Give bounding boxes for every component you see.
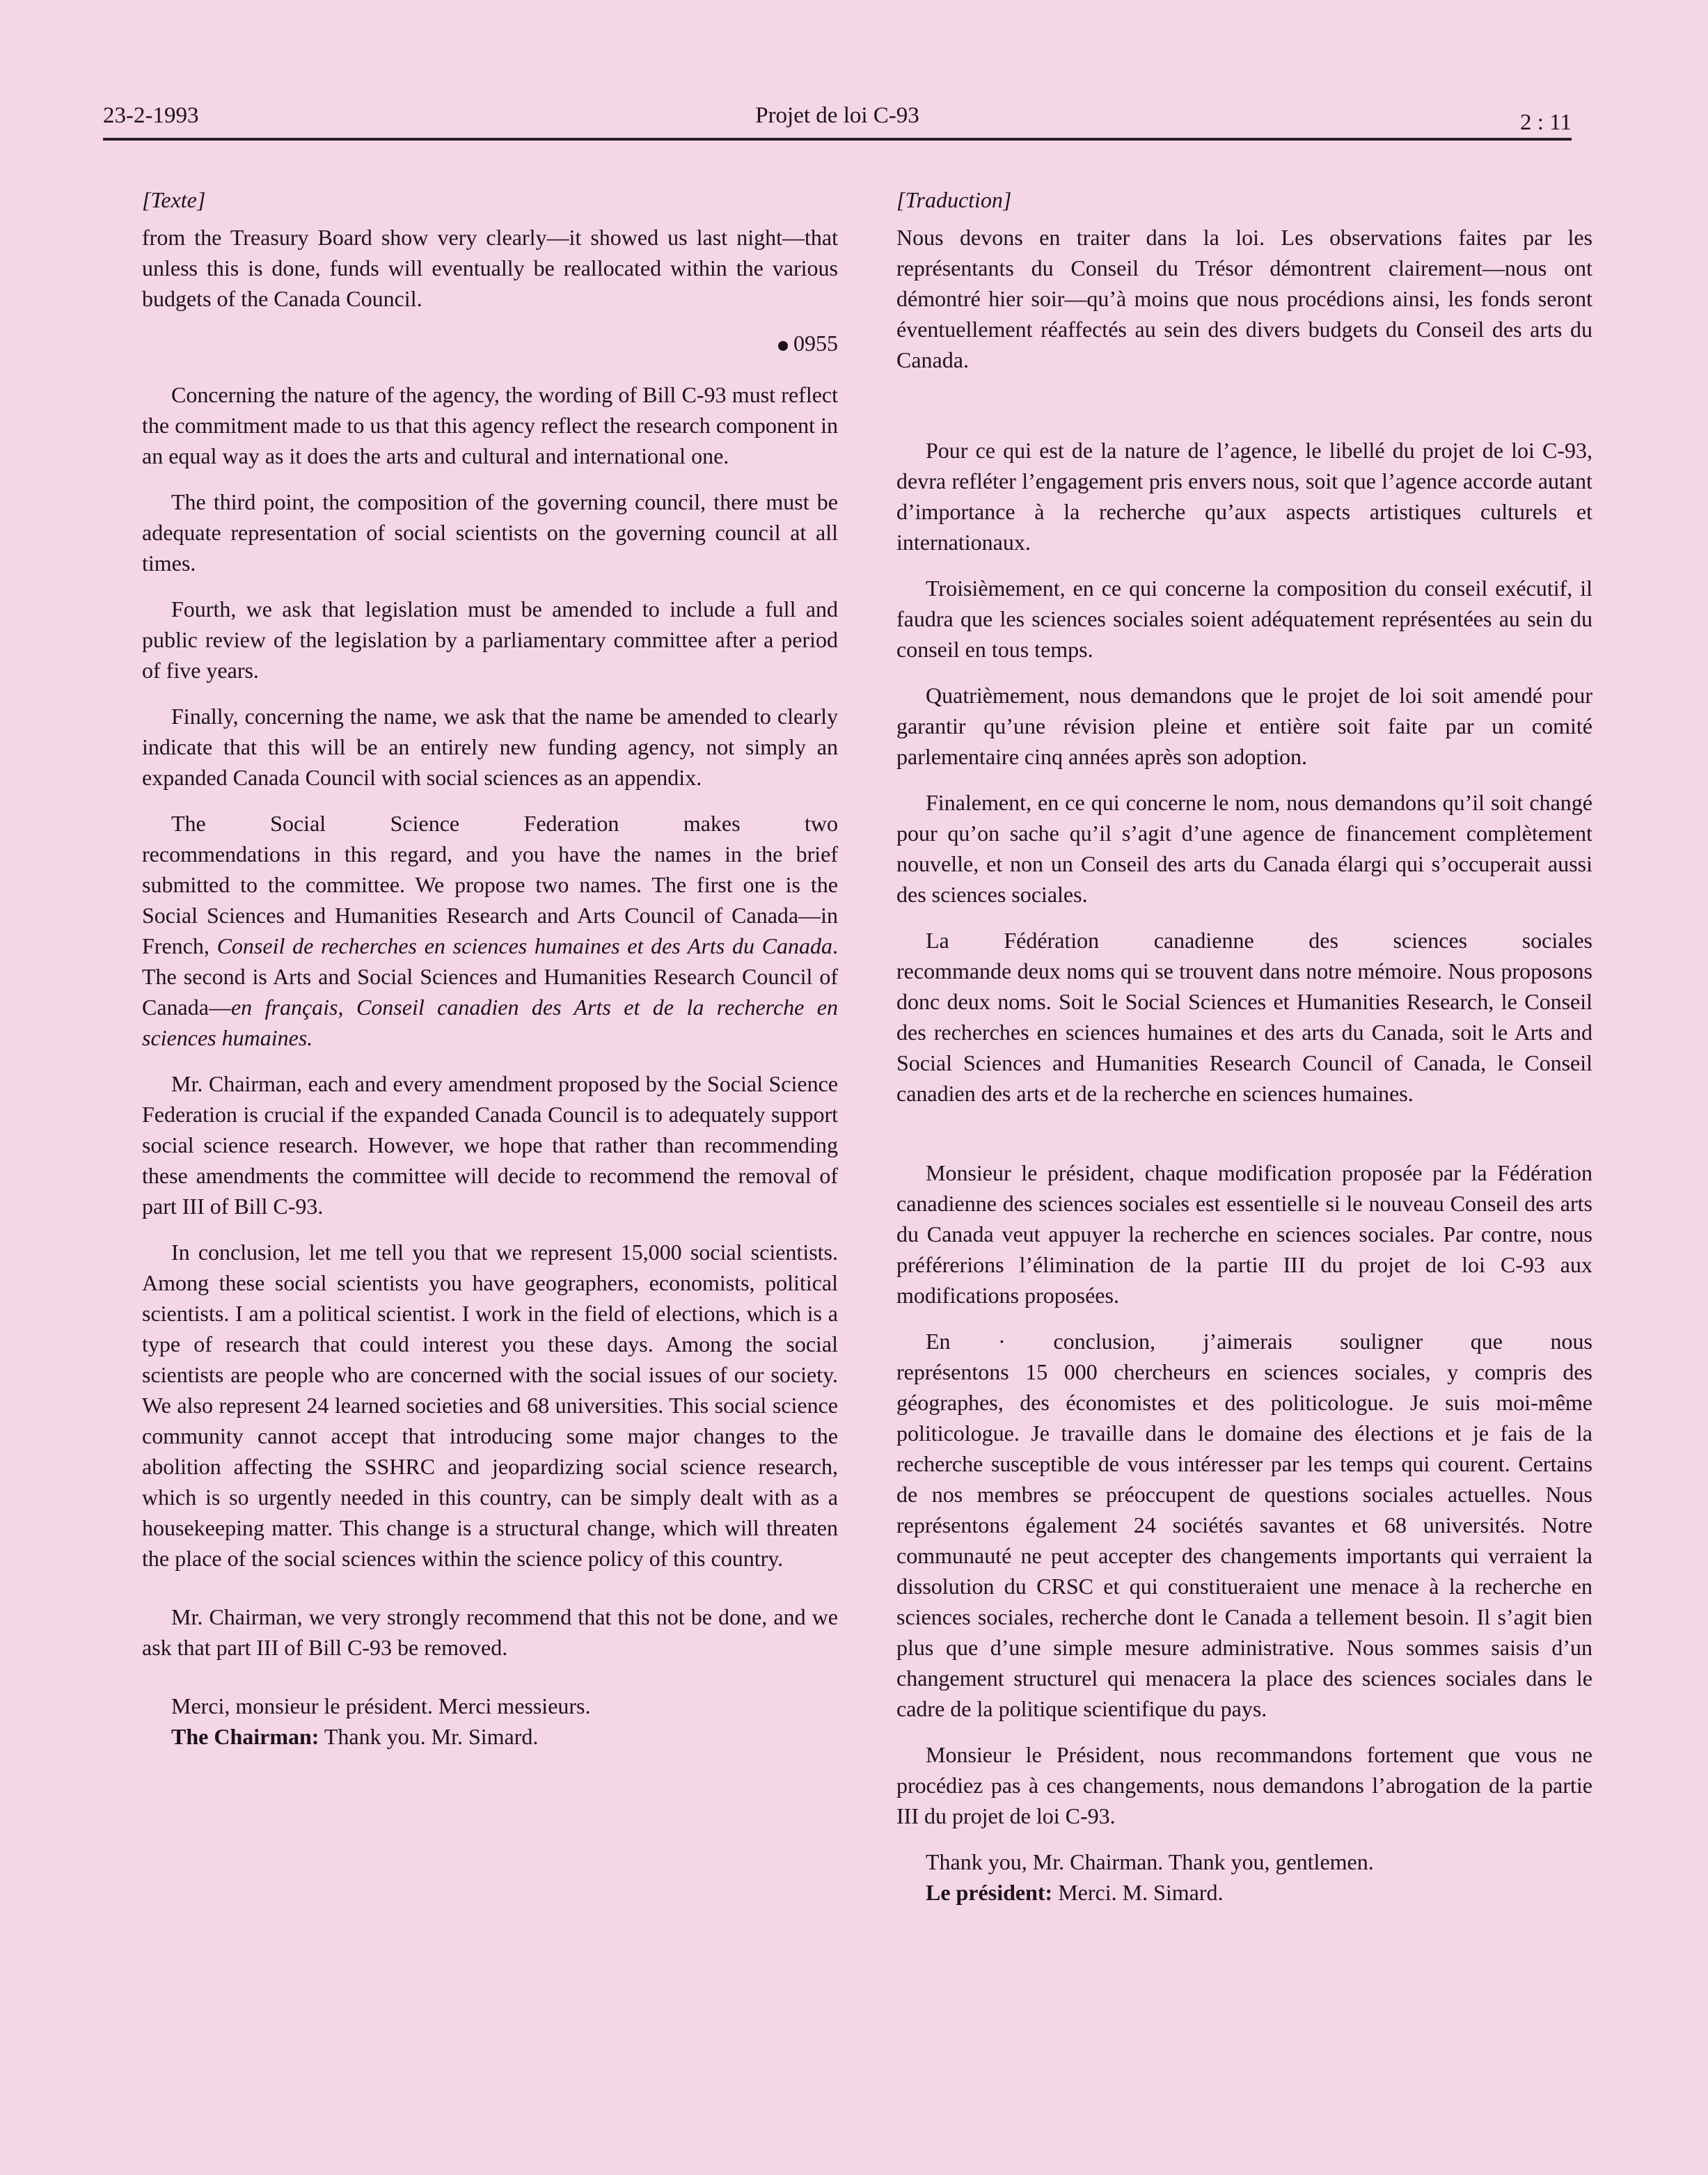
paragraph: Thank you, Mr. Chairman. Thank you, gentlemen.	[926, 1849, 1374, 1874]
column-english	[142, 184, 838, 1752]
speaker-line	[896, 1877, 1592, 1908]
text-run-italic: Conseil de recherches en sciences humaines et des Arts du Canada	[216, 933, 833, 958]
speaker-text: Thank you. Mr. Simard.	[319, 1724, 539, 1749]
paragraph: Mr. Chairman, each and every amendment proposed by the Social Science Federation is crucial if the expanded Canada Council is to adequately support social science research. However, we hope that rather than recommending these amendments the committee will decide to recommend the removal of part III of Bill C-93.	[142, 1071, 838, 1219]
paragraph: Quatrièmement, nous demandons que le projet de loi soit amendé pour garantir qu’une révision pleine et entière soit faite par un comité parlementaire cinq années après son adoption.	[896, 683, 1592, 769]
column-label-traduction: [Traduction]	[896, 187, 1012, 212]
paragraph: Finally, concerning the name, we ask that the name be amended to clearly indicate that this will be an entirely new funding agency, not simply an expanded Canada Council with social sciences as an appendix.	[142, 704, 838, 790]
paragraph: Merci, monsieur le président. Merci messieurs.	[171, 1693, 591, 1718]
column-french	[896, 184, 1592, 1908]
column-label-texte: [Texte]	[142, 187, 206, 212]
text-run: . The second is Arts and Social Sciences and Humanities Research Council of Canada—	[142, 933, 839, 1020]
bullet-icon	[778, 341, 788, 351]
paragraph-first-line: The Social Science Federation makes two	[171, 811, 838, 836]
paragraph: The third point, the composition of the governing council, there must be adequate representation of social scientists on the governing council at all times.	[142, 489, 838, 576]
header-page-number: 2 : 11	[1520, 110, 1572, 135]
paragraph: Concerning the nature of the agency, the wording of Bill C-93 must reflect the commitment made to us that this agency reflect the research component in an equal way as it does the arts and cultural and international one.	[142, 382, 838, 468]
paragraph: Nous devons en traiter dans la loi. Les observations faites par les représentants du Conseil du Trésor démontrent clairement—nous ont démontré hier soir—qu’à moins que nous procédions ainsi, les fonds seront éventuellement réaffectés au sein des divers budgets du Conseil des arts du Canada.	[896, 225, 1592, 372]
header-rule	[103, 138, 1572, 141]
text-run-italic: en français, Conseil canadien des Arts et de la recherche en sciences humaines.	[142, 995, 838, 1050]
header-title: Projet de loi C-93	[755, 103, 919, 128]
speaker-name: Le président:	[926, 1880, 1053, 1905]
paragraph: Mr. Chairman, we very strongly recommend that this not be done, and we ask that part III of Bill C-93 be removed.	[142, 1604, 838, 1660]
paragraph: Finalement, en ce qui concerne le nom, nous demandons qu’il soit changé pour qu’on sache qu’il s’agit d’une agence de financement complètement nouvelle, et non un Conseil des arts du Canada élargi qui s’occuperait aussi des sciences sociales.	[896, 790, 1592, 907]
paragraph: représentons 15 000 chercheurs en sciences sociales, y compris des géographes, des économistes et des politicologue. Je suis moi-même politicologue. Je travaille dans le domaine des élections et je fais de la recherche susceptible de vous intéresser par les temps qui courent. Certains de nos membres se préoccupent de questions sociales actuelles. Nous représentons également 24 sociétés savantes et 68 universités. Notre communauté ne peut accepter des changements importants qui verraient la dissolution du CRSC et qui constitueraient une menace à la recherche en sciences sociales, recherche dont le Canada a tellement besoin. Il s’agit bien plus que d’une simple mesure administrative. Nous sommes saisis d’un changement structurel qui menacera la place des sciences sociales dans le cadre de la politique scientifique du pays.	[896, 1359, 1592, 1721]
paragraph: In conclusion, let me tell you that we represent 15,000 social scientists. Among these social scientists you have geographers, economists, political scientists. I am a political scientist. I work in the field of elections, which is a type of research that could interest you these days. Among the social scientists are people who are concerned with the social issues of our society. We also represent 24 learned societies and 68 universities. This social science community cannot accept that introducing some major changes to the abolition affecting the SSHRC and jeopardizing social science research, which is so urgently needed in this country, can be simply dealt with as a housekeeping matter. This change is a structural change, which will threaten the place of the social sciences within the science policy of this country.	[142, 1240, 838, 1571]
time-label: 0955	[793, 331, 838, 356]
speaker-name: The Chairman:	[171, 1724, 319, 1749]
header-date: 23-2-1993	[103, 103, 199, 128]
text-run: recommendations in this regard, and you have the names in the brief submitted to the committee. We propose two names. The first one is the Social Sciences and Humanities Research and Arts Council of Canada—in French,	[142, 841, 838, 958]
paragraph: Fourth, we ask that legislation must be amended to include a full and public review of the legislation by a parliamentary committee after a period of five years.	[142, 596, 838, 683]
time-marker	[142, 328, 838, 358]
paragraph: recommande deux noms qui se trouvent dans notre mémoire. Nous proposons donc deux noms. Soit le Social Sciences et Humanities Research, le Conseil des recherches en sciences humaines et des arts du Canada, soit le Arts and Social Sciences and Humanities Research Council of Canada, le Conseil canadien des arts et de la recherche en sciences humaines.	[896, 958, 1592, 1106]
paragraph: Pour ce qui est de la nature de l’agence, le libellé du projet de loi C-93, devra refléter l’engagement pris envers nous, soit que l’agence accorde autant d’importance à la recherche qu’aux aspects artistiques culturels et internationaux.	[896, 438, 1592, 555]
speaker-line	[142, 1721, 838, 1752]
paragraph: from the Treasury Board show very clearly—it showed us last night—that unless this is done, funds will eventually be reallocated within the various budgets of the Canada Council.	[142, 225, 838, 311]
paragraph: Monsieur le président, chaque modification proposée par la Fédération canadienne des sciences sociales est essentielle si le nouveau Conseil des arts du Canada veut appuyer la recherche en sciences sociales. Par contre, nous préférerions l’élimination de la partie III du projet de loi C-93 aux modifications proposées.	[896, 1160, 1592, 1308]
paragraph: Monsieur le Président, nous recommandons fortement que vous ne procédiez pas à ces changements, nous demandons l’abrogation de la partie III du projet de loi C-93.	[896, 1742, 1592, 1828]
paragraph-first-line: La Fédération canadienne des sciences sociales	[926, 928, 1592, 953]
speaker-text: Merci. M. Simard.	[1052, 1880, 1224, 1905]
paragraph-first-line: En · conclusion, j’aimerais souligner que nous	[926, 1329, 1592, 1354]
paragraph: Troisièmement, en ce qui concerne la composition du conseil exécutif, il faudra que les sciences sociales soient adéquatement représentées au sein du conseil en tous temps.	[896, 576, 1592, 662]
paragraph	[142, 839, 838, 1053]
